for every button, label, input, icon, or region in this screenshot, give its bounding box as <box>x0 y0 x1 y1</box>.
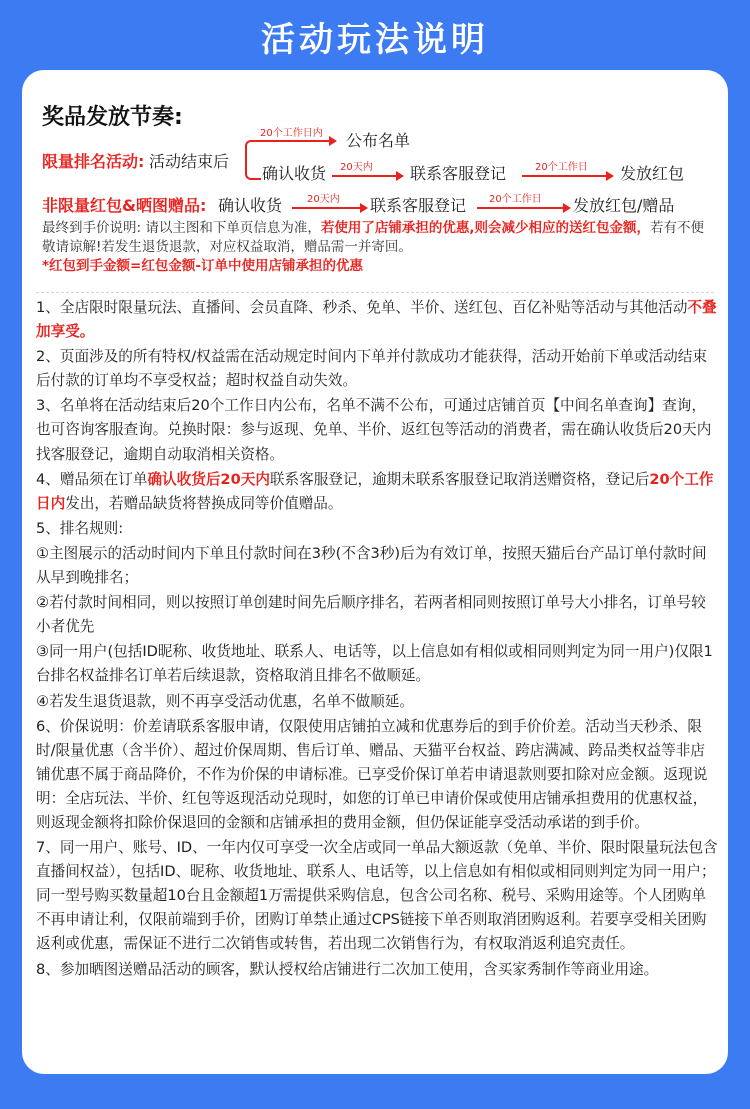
unlimited-register: 联系客服登记 <box>370 196 467 215</box>
rule-2: 2、页面涉及的所有特权/权益需在活动规定时间内下单并付款成功才能获得，活动开始前下单或活动结束后付款的订单均不享受权益；超时权益自动失效。 <box>36 348 707 390</box>
limited-arrow-2-head <box>606 171 614 181</box>
unlimited-arrow-2-head <box>563 203 571 213</box>
limited-branch-top-text: 公布名单 <box>346 131 411 150</box>
limited-register: 联系客服登记 <box>410 164 507 183</box>
rule-4-text-b: 联系客服登记，逾期未联系客服登记取消送赠资格，登记后 <box>269 470 650 488</box>
rule-5-item-3: ③同一用户(包括ID昵称、收货地址、联系人、电话等，以上信息如有相似或相同则判定为同一用户)仅限1台排名权益排名订单若后续退款，资格取消且排名不做顺延。 <box>36 643 713 685</box>
rule-4 <box>36 468 718 516</box>
limited-confirm: 确认收货 <box>262 164 327 183</box>
rhythm-heading: 奖品发放节奏: <box>42 105 183 130</box>
section-divider <box>36 292 714 293</box>
unlimited-result: 发放红包/赠品 <box>573 196 675 215</box>
limited-arrow-1-line <box>332 175 398 177</box>
rule-7: 7、同一用户、账号、ID、一年内仅可享受一次全店或同一单品大额返款（免单、半价、限时限量玩法包含直播间权益），包括ID、昵称、收货地址、联系人、电话等，以上信息如有相似或相同则判定为同一用户；同一型号购买数量超10台且金额超1万需提供采购信息，包含公司名称、税号、采购用途等。个人团购单不再申请让利，仅限前端到手价，团购订单禁止通过CPS链接下单否则取消团购返利。若要享受相关团购返利或优惠，需保证不进行二次销售或转售，若出现二次销售行为，有权取消返利追究责任。 <box>36 839 718 953</box>
limited-label: 限量排名活动: <box>42 152 145 171</box>
rule-5-title: 5、排名规则: <box>36 519 124 537</box>
limited-arrow-2-line <box>522 175 608 177</box>
limited-tag-2: 20个工作日 <box>535 162 588 173</box>
limited-arrow-1-head <box>396 171 404 181</box>
rule-4-highlight-a: 确认收货后20天内 <box>147 470 270 488</box>
rule-4-text-a: 4、赠品须在订单 <box>36 470 148 488</box>
rules-list <box>36 296 718 983</box>
unlimited-label: 非限量红包&晒图赠品: <box>42 196 207 215</box>
rule-1-highlight: 不叠加享受。 <box>36 299 717 341</box>
rule-3: 3、名单将在活动结束后20个工作日内公布，名单不满不公布，可通过店铺首页【中间名单查询】查询，也可咨询客服查询。兑换时限：参与返现、免单、半价、返红包等活动的消费者，需在确认收货后20天内找客服登记，逾期自动取消相关资格。 <box>36 397 712 463</box>
final-price-note <box>42 219 710 276</box>
limited-result: 发放红包 <box>620 164 685 183</box>
note-suffix: 若有不便敬请谅解!若发生退货退款，对应权益取消，赠品需一并寄回。 <box>42 220 704 255</box>
unlimited-confirm: 确认收货 <box>218 196 283 215</box>
unlimited-arrow-2-line <box>477 207 565 209</box>
unlimited-arrow-1-line <box>292 207 362 209</box>
rule-1 <box>36 296 718 344</box>
limited-branch-bracket <box>245 140 261 180</box>
note-highlight: 若使用了店铺承担的优惠,则会减少相应的送红包金额， <box>320 220 650 236</box>
rule-1-text: 1、全店限时限量玩法、直播间、会员直降、秒杀、免单、半价、送红包、百亿补贴等活动与其他活动 <box>36 299 688 316</box>
limited-branch-top-tag: 20个工作日内 <box>260 128 323 139</box>
rules-card <box>22 70 728 1074</box>
rule-5-item-1: ①主图展示的活动时间内下单且付款时间在3秒(不含3秒)后为有效订单，按照天猫后台产品订单付款时间从早到晚排名； <box>36 544 707 587</box>
limited-tag-1: 20天内 <box>340 162 373 173</box>
note-prefix: 最终到手价说明: 请以主图和下单页信息为准， <box>42 220 321 236</box>
limited-start: 活动结束后 <box>149 152 230 171</box>
rule-6: 6、价保说明：价差请联系客服申请，仅限使用店铺拍立减和优惠券后的到手价价差。活动当天秒杀、限时/限量优惠（含半价）、超过价保周期、售后订单、赠品、天猫平台权益、跨店满减、跨品类权益等非店铺优惠不属于商品降价，不作为价保的申请标准。已享受价保订单若申请退款则要扣除对应金额。返现说明：全店玩法、半价、红包等返现活动兑现时，如您的订单已申请价保或使用店铺承担费用的优惠权益，则返现金额将扣除价保退回的金额和店铺承担的费用金额，但仍保证能享受活动承诺的到手价。 <box>36 717 708 831</box>
rule-4-text-c: 发出，若赠品缺货将替换成同等价值赠品。 <box>65 494 343 512</box>
page-title: 活动玩法说明 <box>261 20 489 60</box>
note-formula: *红包到手金额=红包金额-订单中使用店铺承担的优惠 <box>42 258 363 274</box>
rule-5-item-2: ②若付款时间相同，则以按照订单创建时间先后顺序排名，若两者相同则按照订单号大小排名，订单号较小者优先 <box>36 594 706 636</box>
unlimited-arrow-1-head <box>360 203 368 213</box>
unlimited-tag-2: 20个工作日 <box>489 194 542 205</box>
rule-8: 8、参加晒图送赠品活动的顾客，默认授权给店铺进行二次加工使用，含买家秀制作等商业用途。 <box>36 960 659 978</box>
unlimited-tag-1: 20天内 <box>307 194 340 205</box>
limited-branch-top-arrow-head <box>329 136 337 146</box>
limited-branch-top-arrow-line <box>259 140 331 142</box>
rule-5-item-4: ④若发生退货退款，则不再享受活动优惠，名单不做顺延。 <box>36 692 414 710</box>
rule-4-highlight-b: 20个工作日内 <box>36 470 714 512</box>
